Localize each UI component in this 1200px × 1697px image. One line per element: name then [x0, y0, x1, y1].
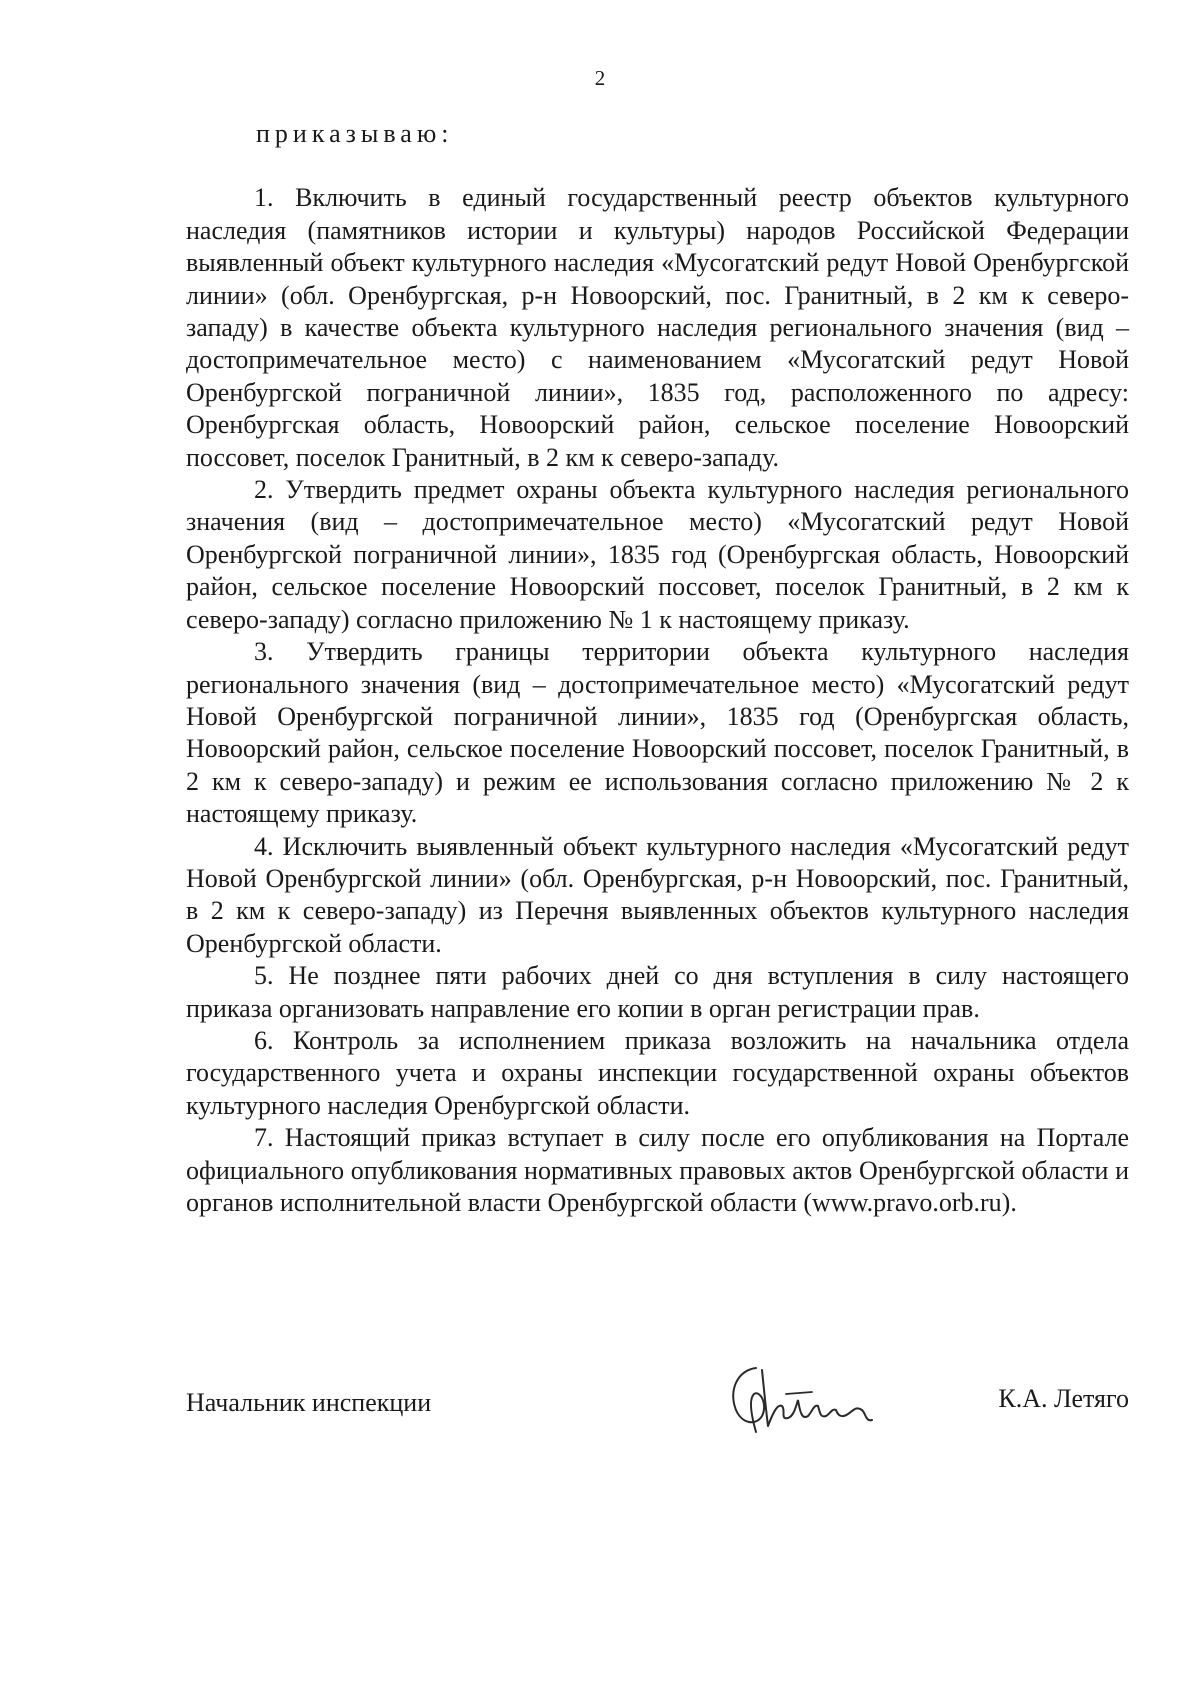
paragraph-4: 4. Исключить выявленный объект культурного наследия «Мусогатский редут Новой Оренбургской линии» (обл. Оренбургская, р-н Новоорский, пос. Гранитный, в 2 км к северо-западу) из Перечня выявленных объектов культурного наследия Оренбургской области. [186, 831, 1129, 958]
paragraph-1: 1. Включить в единый государственный реестр объектов культурного наследия (памятников истории и культуры) народов Российской Федерации выявленный объект культурного наследия «Мусогатский редут Новой Оренбургской линии» (обл. Оренбургская, р-н Новоорский, пос. Гранитный, в 2 км к северо-западу) в качестве объекта культурного наследия регионального значения (вид – достопримечательное место) с наименованием «Мусогатский редут Новой Оренбургской пограничной линии», 1835 год, расположенного по адресу: Оренбургская область, Новоорский район, сельское поселение Новоорский поссовет, поселок Гранитный, в 2 км к северо-западу. [186, 183, 1129, 472]
paragraph-5: 5. Не позднее пяти рабочих дней со дня вступления в силу настоящего приказа организовать направление его копии в орган регистрации прав. [186, 961, 1129, 1023]
handwritten-signature [716, 1360, 896, 1440]
signatory-name: К.А. Летяго [998, 1384, 1129, 1413]
paragraph-6: 6. Контроль за исполнением приказа возложить на начальника отдела государственного учета и охраны инспекции государственной охраны объектов культурного наследия Оренбургской области. [186, 1025, 1129, 1120]
signatory-title: Начальник инспекции [186, 1388, 432, 1417]
paragraph-2: 2. Утвердить предмет охраны объекта культурного наследия регионального значения (вид – достопримечательное место) «Мусогатский редут Новой Оренбургской пограничной линии», 1835 год (Оренбургская область, Новоорский район, сельское поселение Новоорский поссовет, поселок Гранитный, в 2 км к северо-западу) согласно приложению № 1 к настоящему приказу. [186, 475, 1129, 634]
order-intro: приказываю: [256, 119, 454, 148]
page-number: 2 [594, 66, 606, 90]
signature-block [186, 1382, 1129, 1442]
paragraph-7: 7. Настоящий приказ вступает в силу после его опубликования на Портале официального опубликования нормативных правовых актов Оренбургской области и органов исполнительной власти Оренбургской области (www.pravo.orb.ru). [186, 1123, 1129, 1217]
paragraph-3: 3. Утвердить границы территории объекта культурного наследия регионального значения (вид – достопримечательное место) «Мусогатский редут Новой Оренбургской пограничной линии», 1835 год (Оренбургская область, Новоорский район, сельское поселение Новоорский поссовет, поселок Гранитный, в 2 км к северо-западу) и режим ее использования согласно приложению № 2 к настоящему приказу. [186, 637, 1129, 829]
document-body [186, 118, 1129, 1219]
